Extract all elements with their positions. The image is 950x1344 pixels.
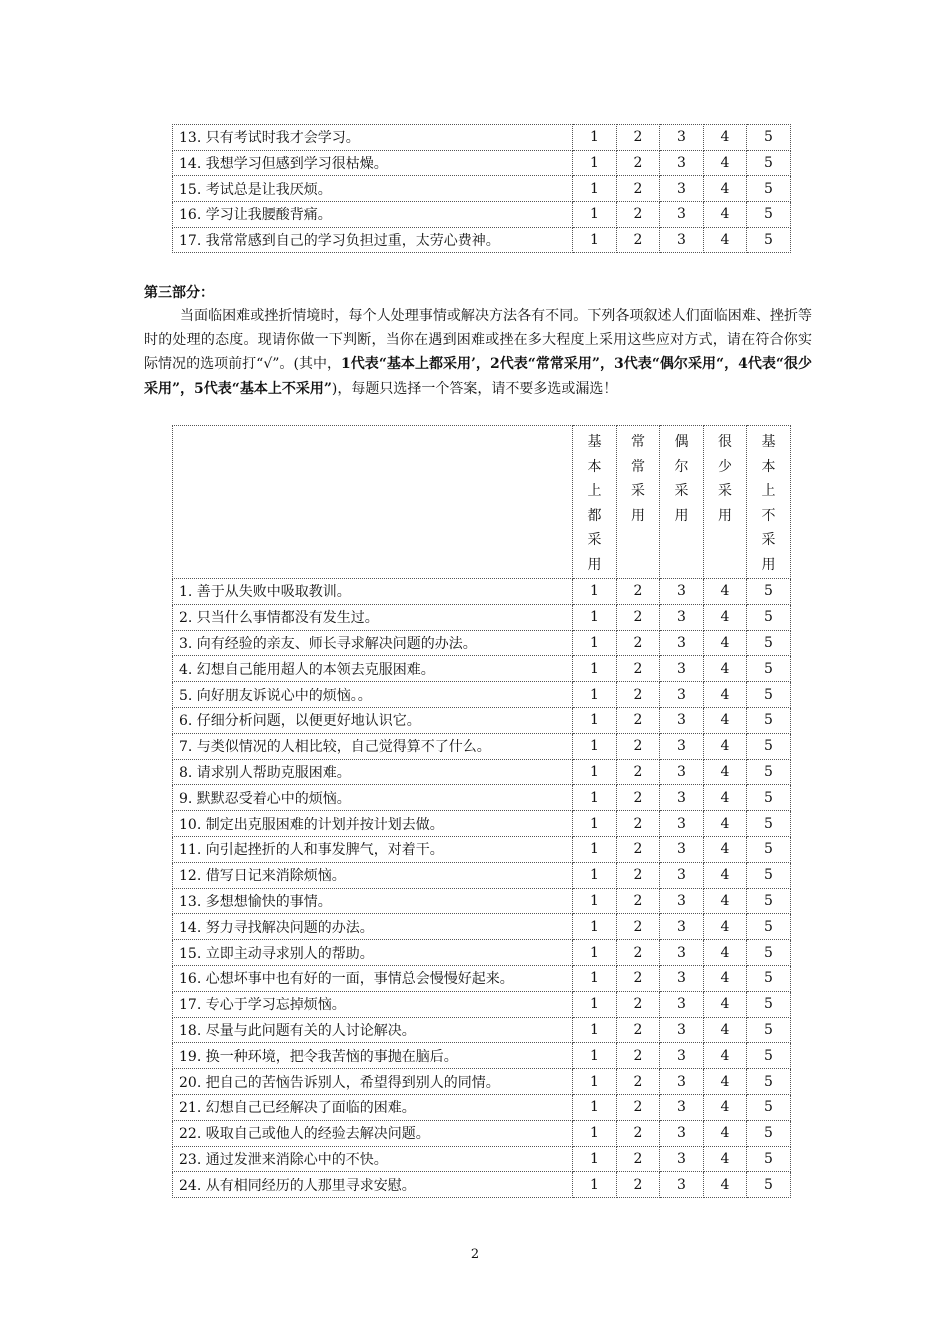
score-option-4[interactable]: 4 (704, 227, 747, 253)
score-option-2[interactable]: 2 (617, 604, 660, 630)
header-char: 很 (718, 434, 732, 450)
score-option-4[interactable]: 4 (704, 1043, 747, 1069)
score-option-3[interactable]: 3 (660, 125, 704, 151)
header-char: 采 (631, 483, 645, 500)
table-row (173, 1017, 791, 1043)
header-char: 采 (761, 532, 776, 549)
score-option-3[interactable]: 3 (660, 1094, 704, 1120)
table-row (173, 150, 791, 176)
score-option-3[interactable]: 3 (660, 1146, 704, 1172)
table-row (173, 940, 791, 966)
table-row (173, 579, 791, 605)
score-option-5[interactable]: 5 (747, 656, 791, 682)
score-option-5[interactable]: 5 (747, 811, 791, 837)
score-option-3[interactable]: 3 (660, 811, 704, 837)
score-option-1[interactable]: 1 (573, 630, 617, 656)
question-text: 16. 学习让我腰酸背痛。 (173, 202, 573, 228)
score-option-4[interactable]: 4 (704, 125, 747, 151)
score-option-4[interactable]: 4 (704, 965, 747, 991)
question-text: 4. 幻想自己能用超人的本领去克服困难。 (173, 656, 573, 682)
header-char: 基 (587, 434, 602, 450)
score-option-5[interactable]: 5 (747, 862, 791, 888)
score-option-5[interactable]: 5 (747, 1094, 791, 1120)
header-char: 少 (718, 458, 732, 475)
header-option-2 (617, 426, 660, 579)
score-option-2[interactable]: 2 (617, 656, 660, 682)
score-option-4[interactable]: 4 (704, 150, 747, 176)
header-char: 用 (718, 507, 732, 524)
instructions-scale-legend: 1代表“基本上都采用’，2代表“常常采用”，3代表“偶尔采用“，4代表“很少采用”，5代表“基本上不采用” (144, 356, 812, 397)
table-row (173, 785, 791, 811)
score-option-5[interactable]: 5 (747, 604, 791, 630)
score-option-1[interactable]: 1 (573, 759, 617, 785)
score-option-5[interactable]: 5 (747, 733, 791, 759)
score-option-3[interactable]: 3 (660, 1172, 704, 1198)
score-option-3[interactable]: 3 (660, 965, 704, 991)
score-option-5[interactable]: 5 (747, 707, 791, 733)
score-option-3[interactable]: 3 (660, 150, 704, 176)
header-char: 本 (761, 458, 776, 475)
header-char: 不 (761, 507, 776, 524)
score-option-3[interactable]: 3 (660, 940, 704, 966)
score-option-1[interactable]: 1 (573, 656, 617, 682)
score-option-4[interactable]: 4 (704, 1069, 747, 1095)
question-text: 14. 努力寻找解决问题的办法。 (173, 914, 573, 940)
table-row (173, 630, 791, 656)
score-option-1[interactable]: 1 (573, 707, 617, 733)
header-char: 上 (587, 483, 602, 500)
question-text: 2. 只当什么事情都没有发生过。 (173, 604, 573, 630)
score-option-4[interactable]: 4 (704, 991, 747, 1017)
question-text: 3. 向有经验的亲友、师长寻求解决问题的办法。 (173, 630, 573, 656)
question-text: 10. 制定出克服困难的计划并按计划去做。 (173, 811, 573, 837)
header-char: 都 (587, 507, 602, 524)
score-option-2[interactable]: 2 (617, 862, 660, 888)
coping-style-table (172, 425, 791, 1198)
score-option-1[interactable]: 1 (573, 1017, 617, 1043)
score-option-4[interactable]: 4 (704, 733, 747, 759)
table-row (173, 914, 791, 940)
page-number: 2 (470, 1247, 480, 1262)
score-option-3[interactable]: 3 (660, 836, 704, 862)
question-text: 5. 向好朋友诉说心中的烦恼。。 (173, 682, 573, 708)
instructions-text: 当面临困难或挫折情境时，每个人处理事情或解决方法各有不同。下列各项叙述人们面临困难、挫折等时的处理的态度。现请你做一下判断，当你在遇到困难或挫在多大程度上采用这些应对方式，请在符合你实际情况的选项前打“√”。(其中， (144, 308, 812, 373)
table-row (173, 227, 791, 253)
score-option-4[interactable]: 4 (704, 759, 747, 785)
question-text: 1. 善于从失败中吸取教训。 (173, 579, 573, 605)
score-option-4[interactable]: 4 (704, 888, 747, 914)
table-row (173, 836, 791, 862)
score-option-5[interactable]: 5 (747, 579, 791, 605)
question-text: 18. 尽量与此问题有关的人讨论解决。 (173, 1017, 573, 1043)
question-text: 14. 我想学习但感到学习很枯燥。 (173, 150, 573, 176)
score-option-4[interactable]: 4 (704, 1094, 747, 1120)
score-option-4[interactable]: 4 (704, 707, 747, 733)
score-option-1[interactable]: 1 (573, 1069, 617, 1095)
score-option-5[interactable]: 5 (747, 965, 791, 991)
score-option-1[interactable]: 1 (573, 202, 617, 228)
header-option-3 (660, 426, 704, 579)
score-option-3[interactable]: 3 (660, 759, 704, 785)
table-row (173, 707, 791, 733)
score-option-1[interactable]: 1 (573, 176, 617, 202)
score-option-2[interactable]: 2 (617, 940, 660, 966)
table-row (173, 759, 791, 785)
score-option-1[interactable]: 1 (573, 785, 617, 811)
score-option-2[interactable]: 2 (617, 630, 660, 656)
score-option-5[interactable]: 5 (747, 227, 791, 253)
question-text: 12. 借写日记来消除烦恼。 (173, 862, 573, 888)
score-option-2[interactable]: 2 (617, 1120, 660, 1146)
question-text: 17. 专心于学习忘掉烦恼。 (173, 991, 573, 1017)
score-option-3[interactable]: 3 (660, 176, 704, 202)
question-text: 16. 心想坏事中也有好的一面，事情总会慢慢好起来。 (173, 965, 573, 991)
score-option-2[interactable]: 2 (617, 965, 660, 991)
score-option-1[interactable]: 1 (573, 1146, 617, 1172)
score-option-1[interactable]: 1 (573, 888, 617, 914)
header-option-5 (747, 426, 791, 579)
score-option-2[interactable]: 2 (617, 227, 660, 253)
header-char: 用 (631, 507, 645, 524)
score-option-5[interactable]: 5 (747, 202, 791, 228)
score-option-3[interactable]: 3 (660, 991, 704, 1017)
score-option-5[interactable]: 5 (747, 888, 791, 914)
table-row (173, 1172, 791, 1198)
header-char: 采 (587, 532, 602, 549)
header-char: 上 (761, 483, 776, 500)
table-header-row (173, 426, 791, 579)
score-option-4[interactable]: 4 (704, 940, 747, 966)
score-option-5[interactable]: 5 (747, 1120, 791, 1146)
score-option-5[interactable]: 5 (747, 1172, 791, 1198)
question-text: 6. 仔细分析问题，以便更好地认识它。 (173, 707, 573, 733)
score-option-5[interactable]: 5 (747, 940, 791, 966)
score-option-2[interactable]: 2 (617, 1043, 660, 1069)
score-option-5[interactable]: 5 (747, 176, 791, 202)
score-option-3[interactable]: 3 (660, 888, 704, 914)
score-option-1[interactable]: 1 (573, 125, 617, 151)
part2-table (172, 124, 791, 253)
score-option-2[interactable]: 2 (617, 1017, 660, 1043)
score-option-3[interactable]: 3 (660, 1120, 704, 1146)
score-option-1[interactable]: 1 (573, 965, 617, 991)
score-option-4[interactable]: 4 (704, 579, 747, 605)
question-text: 20. 把自己的苦恼告诉别人，希望得到别人的同情。 (173, 1069, 573, 1095)
score-option-4[interactable]: 4 (704, 176, 747, 202)
table-row (173, 811, 791, 837)
question-text: 9. 默默忍受着心中的烦恼。 (173, 785, 573, 811)
score-option-2[interactable]: 2 (617, 811, 660, 837)
score-option-3[interactable]: 3 (660, 604, 704, 630)
score-option-1[interactable]: 1 (573, 991, 617, 1017)
score-option-3[interactable]: 3 (660, 914, 704, 940)
score-option-5[interactable]: 5 (747, 1043, 791, 1069)
header-char: 采 (718, 483, 732, 500)
score-option-5[interactable]: 5 (747, 1146, 791, 1172)
section-title: 第三部分： (144, 285, 214, 301)
score-option-2[interactable]: 2 (617, 759, 660, 785)
score-option-1[interactable]: 1 (573, 862, 617, 888)
score-option-2[interactable]: 2 (617, 579, 660, 605)
score-option-4[interactable]: 4 (704, 630, 747, 656)
question-text: 8. 请求别人帮助克服困难。 (173, 759, 573, 785)
header-char: 基 (761, 434, 776, 450)
score-option-2[interactable]: 2 (617, 1069, 660, 1095)
score-option-5[interactable]: 5 (747, 759, 791, 785)
header-char: 用 (761, 556, 776, 573)
score-option-2[interactable]: 2 (617, 1172, 660, 1198)
table-row (173, 1120, 791, 1146)
score-option-5[interactable]: 5 (747, 991, 791, 1017)
table-row (173, 888, 791, 914)
score-option-5[interactable]: 5 (747, 682, 791, 708)
score-option-3[interactable]: 3 (660, 682, 704, 708)
table-row (173, 1069, 791, 1095)
score-option-3[interactable]: 3 (660, 862, 704, 888)
score-option-1[interactable]: 1 (573, 836, 617, 862)
score-option-4[interactable]: 4 (704, 836, 747, 862)
part3-instructions (144, 304, 812, 401)
header-char: 本 (587, 458, 602, 475)
question-text: 17. 我常常感到自己的学习负担过重，太劳心费神。 (173, 227, 573, 253)
score-option-2[interactable]: 2 (617, 202, 660, 228)
header-option-4 (704, 426, 747, 579)
score-option-3[interactable]: 3 (660, 656, 704, 682)
score-option-1[interactable]: 1 (573, 1043, 617, 1069)
table-row (173, 1094, 791, 1120)
table-row (173, 176, 791, 202)
question-text: 22. 吸取自己或他人的经验去解决问题。 (173, 1120, 573, 1146)
table-row (173, 656, 791, 682)
score-option-2[interactable]: 2 (617, 785, 660, 811)
instructions-text-end: )，每题只选择一个答案，请不要多选或漏选！ (331, 380, 618, 397)
score-option-2[interactable]: 2 (617, 836, 660, 862)
score-option-4[interactable]: 4 (704, 1146, 747, 1172)
score-option-1[interactable]: 1 (573, 1094, 617, 1120)
score-option-5[interactable]: 5 (747, 150, 791, 176)
score-option-2[interactable]: 2 (617, 914, 660, 940)
score-option-4[interactable]: 4 (704, 1017, 747, 1043)
score-option-4[interactable]: 4 (704, 785, 747, 811)
table-row (173, 862, 791, 888)
score-option-1[interactable]: 1 (573, 604, 617, 630)
table-row (173, 965, 791, 991)
score-option-4[interactable]: 4 (704, 862, 747, 888)
score-option-4[interactable]: 4 (704, 914, 747, 940)
header-blank-cell (173, 426, 573, 579)
score-option-4[interactable]: 4 (704, 682, 747, 708)
score-option-2[interactable]: 2 (617, 888, 660, 914)
table-row (173, 733, 791, 759)
header-char: 偶 (674, 434, 689, 450)
score-option-1[interactable]: 1 (573, 579, 617, 605)
score-option-2[interactable]: 2 (617, 1146, 660, 1172)
score-option-3[interactable]: 3 (660, 227, 704, 253)
score-option-3[interactable]: 3 (660, 579, 704, 605)
score-option-2[interactable]: 2 (617, 991, 660, 1017)
score-option-4[interactable]: 4 (704, 1120, 747, 1146)
score-option-1[interactable]: 1 (573, 733, 617, 759)
score-option-3[interactable]: 3 (660, 785, 704, 811)
score-option-5[interactable]: 5 (747, 785, 791, 811)
score-option-2[interactable]: 2 (617, 707, 660, 733)
score-option-5[interactable]: 5 (747, 836, 791, 862)
score-option-1[interactable]: 1 (573, 940, 617, 966)
score-option-2[interactable]: 2 (617, 125, 660, 151)
table-row (173, 202, 791, 228)
question-text: 7. 与类似情况的人相比较，自己觉得算不了什么。 (173, 733, 573, 759)
score-option-1[interactable]: 1 (573, 811, 617, 837)
score-option-3[interactable]: 3 (660, 202, 704, 228)
header-char: 采 (674, 483, 689, 500)
score-option-3[interactable]: 3 (660, 1069, 704, 1095)
header-char: 用 (674, 507, 689, 524)
score-option-2[interactable]: 2 (617, 176, 660, 202)
score-option-1[interactable]: 1 (573, 914, 617, 940)
question-text: 15. 立即主动寻求别人的帮助。 (173, 940, 573, 966)
score-option-3[interactable]: 3 (660, 1017, 704, 1043)
header-char: 常 (631, 458, 645, 475)
score-option-1[interactable]: 1 (573, 682, 617, 708)
table-row (173, 682, 791, 708)
question-text: 21. 幻想自己已经解决了面临的困难。 (173, 1094, 573, 1120)
header-option-1 (573, 426, 617, 579)
table-row (173, 1043, 791, 1069)
score-option-2[interactable]: 2 (617, 1094, 660, 1120)
score-option-1[interactable]: 1 (573, 1172, 617, 1198)
question-text: 11. 向引起挫折的人和事发脾气，对着干。 (173, 836, 573, 862)
score-option-1[interactable]: 1 (573, 1120, 617, 1146)
score-option-2[interactable]: 2 (617, 150, 660, 176)
table-row (173, 991, 791, 1017)
score-option-1[interactable]: 1 (573, 150, 617, 176)
score-option-4[interactable]: 4 (704, 811, 747, 837)
question-text: 15. 考试总是让我厌烦。 (173, 176, 573, 202)
score-option-3[interactable]: 3 (660, 707, 704, 733)
score-option-5[interactable]: 5 (747, 914, 791, 940)
score-option-4[interactable]: 4 (704, 1172, 747, 1198)
header-char: 常 (631, 434, 645, 450)
score-option-3[interactable]: 3 (660, 1043, 704, 1069)
question-text: 23. 通过发泄来消除心中的不快。 (173, 1146, 573, 1172)
table-row (173, 604, 791, 630)
score-option-4[interactable]: 4 (704, 656, 747, 682)
header-char: 用 (587, 556, 602, 573)
table-row (173, 1146, 791, 1172)
score-option-3[interactable]: 3 (660, 733, 704, 759)
score-option-5[interactable]: 5 (747, 125, 791, 151)
question-text: 13. 只有考试时我才会学习。 (173, 125, 573, 151)
score-option-4[interactable]: 4 (704, 202, 747, 228)
question-text: 13. 多想想愉快的事情。 (173, 888, 573, 914)
header-char: 尔 (674, 458, 689, 475)
score-option-2[interactable]: 2 (617, 682, 660, 708)
score-option-4[interactable]: 4 (704, 604, 747, 630)
question-text: 19. 换一种环境，把令我苦恼的事抛在脑后。 (173, 1043, 573, 1069)
score-option-5[interactable]: 5 (747, 1017, 791, 1043)
score-option-5[interactable]: 5 (747, 1069, 791, 1095)
question-text: 24. 从有相同经历的人那里寻求安慰。 (173, 1172, 573, 1198)
table-row (173, 125, 791, 151)
score-option-3[interactable]: 3 (660, 630, 704, 656)
score-option-5[interactable]: 5 (747, 630, 791, 656)
score-option-2[interactable]: 2 (617, 733, 660, 759)
score-option-1[interactable]: 1 (573, 227, 617, 253)
